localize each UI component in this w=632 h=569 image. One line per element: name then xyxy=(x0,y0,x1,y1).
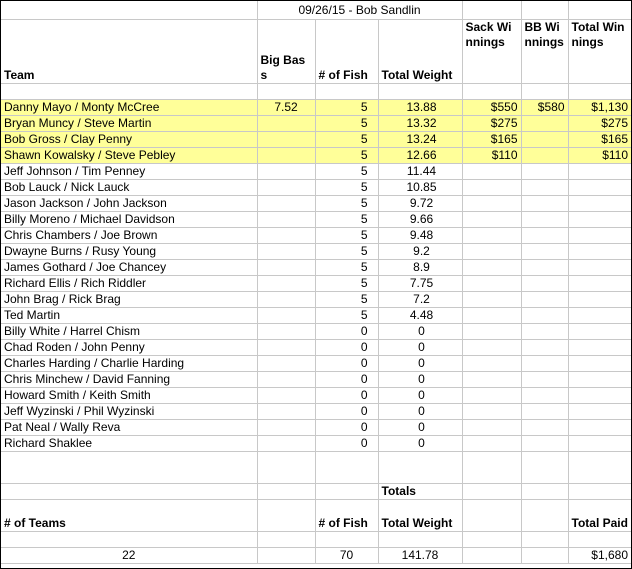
num-fish-cell[interactable]: 5 xyxy=(315,276,378,292)
empty-cell[interactable] xyxy=(521,500,568,532)
total-winnings-cell[interactable] xyxy=(568,436,631,452)
total-winnings-cell[interactable] xyxy=(568,372,631,388)
num-fish-cell[interactable]: 5 xyxy=(315,212,378,228)
big-bass-cell[interactable] xyxy=(257,276,315,292)
team-cell[interactable]: Shawn Kowalsky / Steve Pebley xyxy=(1,148,257,164)
team-cell[interactable]: Jeff Wyzinski / Phil Wyzinski xyxy=(1,404,257,420)
num-fish-cell[interactable]: 5 xyxy=(315,116,378,132)
total-weight-cell[interactable]: 12.66 xyxy=(378,148,462,164)
team-cell[interactable]: Ted Martin xyxy=(1,308,257,324)
team-cell[interactable]: Chris Minchew / David Fanning xyxy=(1,372,257,388)
total-winnings-cell[interactable] xyxy=(568,244,631,260)
num-fish-cell[interactable]: 5 xyxy=(315,132,378,148)
footer-values-row xyxy=(1,548,631,564)
table-row xyxy=(1,372,631,388)
bb-winnings-cell[interactable] xyxy=(521,228,568,244)
bb-winnings-cell[interactable] xyxy=(521,308,568,324)
sack-winnings-cell[interactable] xyxy=(462,388,521,404)
total-weight-cell[interactable]: 0 xyxy=(378,420,462,436)
total-winnings-cell[interactable] xyxy=(568,292,631,308)
num-fish-cell[interactable]: 5 xyxy=(315,180,378,196)
bb-winnings-cell[interactable] xyxy=(521,420,568,436)
num-fish-cell[interactable]: 0 xyxy=(315,436,378,452)
empty-cell[interactable] xyxy=(462,548,521,564)
empty-cell[interactable] xyxy=(1,452,257,484)
spacer-row xyxy=(1,84,631,100)
team-cell[interactable]: James Gothard / Joe Chancey xyxy=(1,260,257,276)
empty-cell[interactable] xyxy=(462,452,521,484)
total-winnings-cell[interactable] xyxy=(568,324,631,340)
empty-cell[interactable] xyxy=(568,532,631,548)
bb-winnings-cell[interactable] xyxy=(521,276,568,292)
table-row xyxy=(1,148,631,164)
team-cell[interactable]: Richard Ellis / Rich Riddler xyxy=(1,276,257,292)
total-weight-cell[interactable]: 4.48 xyxy=(378,308,462,324)
big-bass-cell[interactable] xyxy=(257,324,315,340)
total-winnings-cell[interactable] xyxy=(568,340,631,356)
footer-num-teams[interactable]: 22 xyxy=(1,548,257,564)
big-bass-cell[interactable] xyxy=(257,164,315,180)
big-bass-cell[interactable] xyxy=(257,292,315,308)
total-winnings-cell[interactable] xyxy=(568,212,631,228)
empty-cell[interactable] xyxy=(378,84,462,100)
table-row xyxy=(1,196,631,212)
empty-cell[interactable] xyxy=(378,532,462,548)
big-bass-cell[interactable] xyxy=(257,244,315,260)
table-row xyxy=(1,228,631,244)
total-weight-cell[interactable]: 13.24 xyxy=(378,132,462,148)
title-row xyxy=(1,1,631,20)
empty-cell[interactable] xyxy=(462,532,521,548)
big-bass-cell[interactable] xyxy=(257,212,315,228)
bb-winnings-cell[interactable] xyxy=(521,404,568,420)
bb-winnings-cell[interactable] xyxy=(521,148,568,164)
empty-cell[interactable] xyxy=(1,84,257,100)
num-fish-cell[interactable]: 0 xyxy=(315,324,378,340)
empty-cell[interactable] xyxy=(462,84,521,100)
header-num-fish[interactable]: # of Fish xyxy=(315,20,378,84)
total-weight-cell[interactable]: 0 xyxy=(378,340,462,356)
empty-cell[interactable] xyxy=(315,484,378,500)
sack-winnings-cell[interactable]: $165 xyxy=(462,132,521,148)
table-row xyxy=(1,324,631,340)
empty-cell[interactable] xyxy=(257,548,315,564)
sack-winnings-cell[interactable] xyxy=(462,420,521,436)
sack-winnings-cell[interactable] xyxy=(462,404,521,420)
big-bass-cell[interactable] xyxy=(257,436,315,452)
total-winnings-cell[interactable] xyxy=(568,420,631,436)
footer-total-weight-label[interactable]: Total Weight xyxy=(378,500,462,532)
table-row xyxy=(1,308,631,324)
team-cell[interactable]: Charles Harding / Charlie Harding xyxy=(1,356,257,372)
team-cell[interactable]: Chris Chambers / Joe Brown xyxy=(1,228,257,244)
sack-winnings-cell[interactable] xyxy=(462,228,521,244)
header-row xyxy=(1,20,631,84)
team-cell[interactable]: Billy White / Harrel Chism xyxy=(1,324,257,340)
footer-total-paid[interactable]: $1,680 xyxy=(568,548,631,564)
big-bass-cell[interactable] xyxy=(257,404,315,420)
table-row xyxy=(1,276,631,292)
empty-cell[interactable] xyxy=(257,484,315,500)
bb-winnings-cell[interactable] xyxy=(521,436,568,452)
sack-winnings-cell[interactable] xyxy=(462,436,521,452)
spacer-row xyxy=(1,452,631,484)
empty-cell[interactable] xyxy=(1,484,257,500)
results-table xyxy=(1,1,631,564)
total-winnings-cell[interactable] xyxy=(568,180,631,196)
num-fish-cell[interactable]: 5 xyxy=(315,292,378,308)
table-row xyxy=(1,420,631,436)
bb-winnings-cell[interactable] xyxy=(521,356,568,372)
num-fish-cell[interactable]: 5 xyxy=(315,100,378,116)
big-bass-cell[interactable] xyxy=(257,228,315,244)
num-fish-cell[interactable]: 5 xyxy=(315,228,378,244)
num-fish-cell[interactable]: 0 xyxy=(315,372,378,388)
bb-winnings-cell[interactable] xyxy=(521,324,568,340)
empty-cell[interactable] xyxy=(1,532,257,548)
total-weight-cell[interactable]: 8.9 xyxy=(378,260,462,276)
total-winnings-cell[interactable]: $1,130 xyxy=(568,100,631,116)
total-winnings-cell[interactable] xyxy=(568,196,631,212)
sack-winnings-cell[interactable] xyxy=(462,292,521,308)
total-winnings-cell[interactable]: $110 xyxy=(568,148,631,164)
num-fish-cell[interactable]: 0 xyxy=(315,420,378,436)
header-team[interactable]: Team xyxy=(1,20,257,84)
empty-cell[interactable] xyxy=(257,500,315,532)
empty-cell[interactable] xyxy=(521,84,568,100)
team-cell[interactable]: Chad Roden / John Penny xyxy=(1,340,257,356)
sack-winnings-cell[interactable]: $275 xyxy=(462,116,521,132)
empty-cell[interactable] xyxy=(257,452,315,484)
sack-winnings-cell[interactable] xyxy=(462,308,521,324)
empty-cell[interactable] xyxy=(521,452,568,484)
big-bass-cell[interactable] xyxy=(257,132,315,148)
table-row xyxy=(1,340,631,356)
table-row xyxy=(1,132,631,148)
team-cell[interactable]: Richard Shaklee xyxy=(1,436,257,452)
table-row xyxy=(1,436,631,452)
empty-cell[interactable] xyxy=(462,484,521,500)
num-fish-cell[interactable]: 0 xyxy=(315,340,378,356)
table-row xyxy=(1,100,631,116)
total-weight-cell[interactable]: 7.75 xyxy=(378,276,462,292)
bb-winnings-cell[interactable] xyxy=(521,196,568,212)
sack-winnings-cell[interactable] xyxy=(462,356,521,372)
header-total-winnings[interactable]: Total Winnings xyxy=(568,20,631,84)
sack-winnings-cell[interactable] xyxy=(462,244,521,260)
team-cell[interactable]: Jason Jackson / John Jackson xyxy=(1,196,257,212)
empty-cell[interactable] xyxy=(521,484,568,500)
team-cell[interactable]: Dwayne Burns / Rusy Young xyxy=(1,244,257,260)
empty-cell[interactable] xyxy=(462,500,521,532)
sack-winnings-cell[interactable]: $550 xyxy=(462,100,521,116)
total-winnings-cell[interactable] xyxy=(568,388,631,404)
table-row xyxy=(1,164,631,180)
num-fish-cell[interactable]: 5 xyxy=(315,308,378,324)
header-sack-winnings[interactable]: Sack Winnings xyxy=(462,20,521,84)
bb-winnings-cell[interactable]: $580 xyxy=(521,100,568,116)
num-fish-cell[interactable]: 0 xyxy=(315,388,378,404)
footer-total-weight[interactable]: 141.78 xyxy=(378,548,462,564)
sack-winnings-cell[interactable] xyxy=(462,196,521,212)
empty-cell[interactable] xyxy=(568,452,631,484)
big-bass-cell[interactable]: 7.52 xyxy=(257,100,315,116)
total-winnings-cell[interactable] xyxy=(568,260,631,276)
team-cell[interactable]: Danny Mayo / Monty McCree xyxy=(1,100,257,116)
table-row xyxy=(1,244,631,260)
table-row xyxy=(1,260,631,276)
footer-header-row xyxy=(1,500,631,532)
team-cell[interactable]: Bob Lauck / Nick Lauck xyxy=(1,180,257,196)
total-winnings-cell[interactable] xyxy=(568,228,631,244)
empty-cell[interactable] xyxy=(315,452,378,484)
bb-winnings-cell[interactable] xyxy=(521,116,568,132)
total-weight-cell[interactable]: 9.72 xyxy=(378,196,462,212)
bb-winnings-cell[interactable] xyxy=(521,260,568,276)
total-winnings-cell[interactable] xyxy=(568,308,631,324)
big-bass-cell[interactable] xyxy=(257,148,315,164)
bb-winnings-cell[interactable] xyxy=(521,292,568,308)
num-fish-cell[interactable]: 5 xyxy=(315,196,378,212)
sack-winnings-cell[interactable] xyxy=(462,324,521,340)
total-winnings-cell[interactable]: $165 xyxy=(568,132,631,148)
num-fish-cell[interactable]: 5 xyxy=(315,260,378,276)
big-bass-cell[interactable] xyxy=(257,356,315,372)
num-fish-cell[interactable]: 5 xyxy=(315,164,378,180)
sack-winnings-cell[interactable] xyxy=(462,212,521,228)
total-weight-cell[interactable]: 9.66 xyxy=(378,212,462,228)
total-weight-cell[interactable]: 13.88 xyxy=(378,100,462,116)
footer-num-fish-label[interactable]: # of Fish xyxy=(315,500,378,532)
big-bass-cell[interactable] xyxy=(257,420,315,436)
table-row xyxy=(1,180,631,196)
total-winnings-cell[interactable] xyxy=(568,164,631,180)
footer-totals-row xyxy=(1,484,631,500)
empty-cell[interactable] xyxy=(378,452,462,484)
bb-winnings-cell[interactable] xyxy=(521,372,568,388)
team-cell[interactable]: John Brag / Rick Brag xyxy=(1,292,257,308)
sack-winnings-cell[interactable] xyxy=(462,340,521,356)
bb-winnings-cell[interactable] xyxy=(521,212,568,228)
big-bass-cell[interactable] xyxy=(257,196,315,212)
team-cell[interactable]: Pat Neal / Wally Reva xyxy=(1,420,257,436)
header-total-weight[interactable]: Total Weight xyxy=(378,20,462,84)
total-weight-cell[interactable]: 9.48 xyxy=(378,228,462,244)
sack-winnings-cell[interactable] xyxy=(462,276,521,292)
header-bb-winnings[interactable]: BB Winnings xyxy=(521,20,568,84)
sack-winnings-cell[interactable] xyxy=(462,180,521,196)
bb-winnings-cell[interactable] xyxy=(521,164,568,180)
bb-winnings-cell[interactable] xyxy=(521,180,568,196)
total-weight-cell[interactable]: 0 xyxy=(378,372,462,388)
total-weight-cell[interactable]: 0 xyxy=(378,436,462,452)
empty-cell[interactable] xyxy=(315,84,378,100)
total-weight-cell[interactable]: 13.32 xyxy=(378,116,462,132)
total-weight-cell[interactable]: 0 xyxy=(378,356,462,372)
table-row xyxy=(1,404,631,420)
total-weight-cell[interactable]: 0 xyxy=(378,388,462,404)
num-fish-cell[interactable]: 0 xyxy=(315,404,378,420)
sack-winnings-cell[interactable] xyxy=(462,260,521,276)
num-fish-cell[interactable]: 5 xyxy=(315,148,378,164)
empty-cell[interactable] xyxy=(315,532,378,548)
spacer-row xyxy=(1,532,631,548)
num-fish-cell[interactable]: 5 xyxy=(315,244,378,260)
footer-section xyxy=(1,452,631,564)
bb-winnings-cell[interactable] xyxy=(521,132,568,148)
sack-winnings-cell[interactable] xyxy=(462,164,521,180)
total-weight-cell[interactable]: 10.85 xyxy=(378,180,462,196)
bb-winnings-cell[interactable] xyxy=(521,388,568,404)
total-winnings-cell[interactable]: $275 xyxy=(568,116,631,132)
total-winnings-cell[interactable] xyxy=(568,404,631,420)
sheet-title[interactable]: 09/26/15 - Bob Sandlin xyxy=(257,1,462,20)
total-weight-cell[interactable]: 9.2 xyxy=(378,244,462,260)
empty-cell[interactable] xyxy=(257,84,315,100)
footer-num-teams-label[interactable]: # of Teams xyxy=(1,500,257,532)
empty-cell[interactable] xyxy=(568,84,631,100)
team-cell[interactable]: Jeff Johnson / Tim Penney xyxy=(1,164,257,180)
empty-cell[interactable] xyxy=(521,548,568,564)
footer-num-fish[interactable]: 70 xyxy=(315,548,378,564)
big-bass-cell[interactable] xyxy=(257,340,315,356)
footer-total-paid-label[interactable]: Total Paid xyxy=(568,500,631,532)
empty-cell[interactable] xyxy=(568,484,631,500)
sack-winnings-cell[interactable] xyxy=(462,372,521,388)
team-cell[interactable]: Bob Gross / Clay Penny xyxy=(1,132,257,148)
big-bass-cell[interactable] xyxy=(257,372,315,388)
empty-cell[interactable] xyxy=(257,532,315,548)
table-row xyxy=(1,292,631,308)
big-bass-cell[interactable] xyxy=(257,260,315,276)
header-big-bass[interactable]: Big Bass xyxy=(257,20,315,84)
team-cell[interactable]: Howard Smith / Keith Smith xyxy=(1,388,257,404)
total-winnings-cell[interactable] xyxy=(568,356,631,372)
team-cell[interactable]: Billy Moreno / Michael Davidson xyxy=(1,212,257,228)
total-weight-cell[interactable]: 0 xyxy=(378,404,462,420)
bb-winnings-cell[interactable] xyxy=(521,340,568,356)
table-row xyxy=(1,116,631,132)
total-winnings-cell[interactable] xyxy=(568,276,631,292)
empty-cell[interactable] xyxy=(521,532,568,548)
team-cell[interactable]: Bryan Muncy / Steve Martin xyxy=(1,116,257,132)
table-row xyxy=(1,356,631,372)
big-bass-cell[interactable] xyxy=(257,180,315,196)
bb-winnings-cell[interactable] xyxy=(521,244,568,260)
sack-winnings-cell[interactable]: $110 xyxy=(462,148,521,164)
num-fish-cell[interactable]: 0 xyxy=(315,356,378,372)
big-bass-cell[interactable] xyxy=(257,116,315,132)
total-weight-cell[interactable]: 7.2 xyxy=(378,292,462,308)
footer-totals-label[interactable]: Totals xyxy=(378,484,462,500)
big-bass-cell[interactable] xyxy=(257,308,315,324)
big-bass-cell[interactable] xyxy=(257,388,315,404)
table-row xyxy=(1,388,631,404)
total-weight-cell[interactable]: 11.44 xyxy=(378,164,462,180)
total-weight-cell[interactable]: 0 xyxy=(378,324,462,340)
table-row xyxy=(1,212,631,228)
team-rows xyxy=(1,100,631,452)
